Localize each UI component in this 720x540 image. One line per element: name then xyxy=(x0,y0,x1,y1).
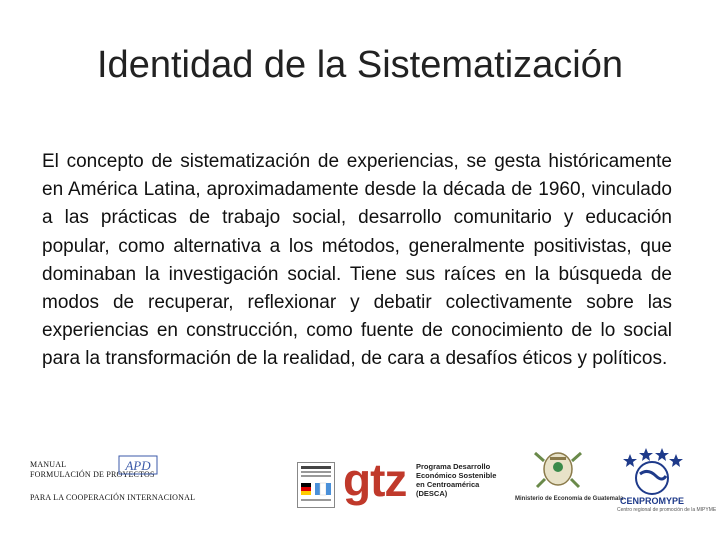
manual-cooperation: PARA LA COOPERACIÓN INTERNACIONAL xyxy=(30,493,196,502)
guatemala-logo-icon xyxy=(297,462,335,508)
apd-logo-icon xyxy=(118,454,158,476)
desca-logo-block xyxy=(416,462,516,498)
cenpromype-label: CENPROMYPE xyxy=(620,496,685,506)
gtz-logo: gtz xyxy=(343,454,407,506)
slide-body: El concepto de sistematización de experiencias, se gesta históricamente en América Latina, aproximadamente desde la década de 1960, vinculado a las prácticas de trabajo social, desarrollo comunitario y educación popular, como alternativa a los métodos, generalmente positivistas, que dominaban la investigación social. Tiene sus raíces en la búsqueda de modos de recuperar, reflexionar y debatir colectivamente sobre las experiencias en construcción, como fuente de conocimiento de lo social para la transformación de la realidad, de cara a desafíos éticos y políticos. xyxy=(42,151,672,370)
desca-line-4: (DESCA) xyxy=(416,489,448,498)
desca-line-2: Económico Sostenible xyxy=(416,471,497,480)
desca-line-3: en Centroamérica xyxy=(416,480,480,489)
manual-logo-block xyxy=(30,452,210,512)
apd-logo-text: APD xyxy=(125,458,151,473)
slide-title: Identidad de la Sistematización xyxy=(97,44,623,86)
desca-line-1: Programa Desarrollo xyxy=(416,462,491,471)
manual-subtitle: FORMULACIÓN DE PROYECTOS xyxy=(30,470,155,479)
cenpromype-sublabel: Centro regional de promoción de la MIPYME xyxy=(617,507,717,513)
ministry-label: Ministerio de Economía de Guatemala xyxy=(515,496,624,502)
manual-label: MANUAL xyxy=(30,460,67,469)
